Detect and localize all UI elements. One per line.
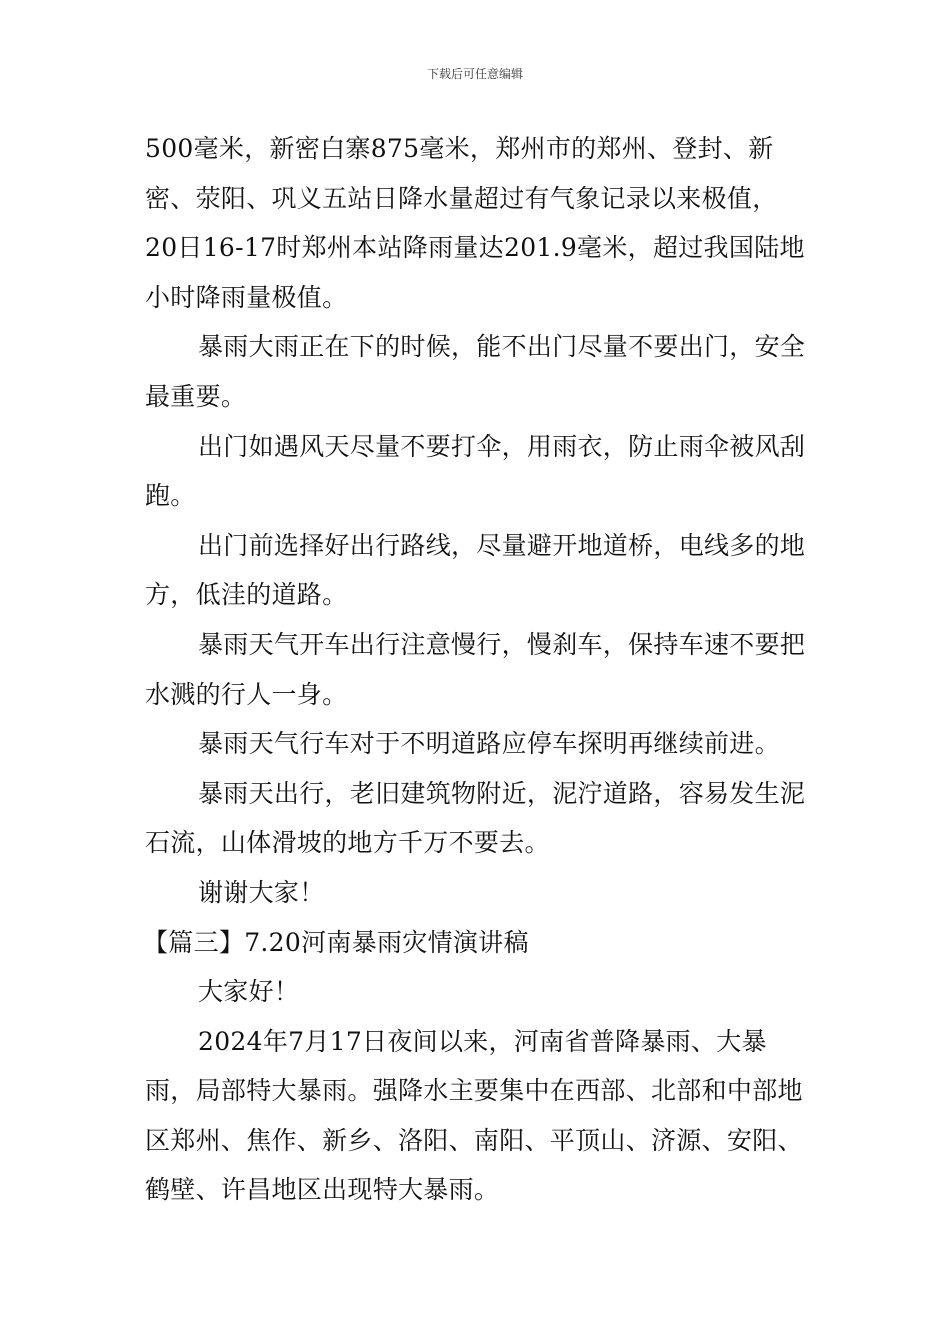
paragraph-3: 出门如遇风天尽量不要打伞，用雨衣，防止雨伞被风刮跑。 — [145, 431, 806, 511]
section-heading: 【篇三】7.20河南暴雨灾情演讲稿 — [143, 927, 529, 957]
paragraph-2: 暴雨大雨正在下的时候，能不出门尽量不要出门，安全最重要。 — [145, 332, 806, 411]
paragraph-7: 暴雨天出行，老旧建筑物附近，泥泞道路，容易发生泥石流，山体滑坡的地方千万不要去。 — [145, 778, 806, 858]
paragraph-1: 500毫米，新密白寨875毫米，郑州市的郑州、登封、新密、荥阳、巩义五站日降水量超过有气象记录以来极值，20日16-17时郑州本站降雨量达201.9毫米，超过我国陆地小时降雨量极值。 — [145, 134, 805, 312]
paragraph-6: 暴雨天气行车对于不明道路应停车探明再继续前进。 — [198, 729, 780, 759]
paragraph-10: 2024年7月17日夜间以来，河南省普降暴雨、大暴雨，局部特大暴雨。强降水主要集中在西部、北部和中部地区郑州、焦作、新乡、洛阳、南阳、平顶山、济源、安阳、鹤壁、许昌地区出现特大暴雨。 — [145, 1026, 803, 1205]
document-body — [145, 124, 807, 1215]
paragraph-4: 出门前选择好出行路线，尽量避开地道桥，电线多的地方，低洼的道路。 — [145, 530, 806, 610]
paragraph-8: 谢谢大家！ — [198, 877, 325, 907]
paragraph-9: 大家好！ — [198, 977, 300, 1007]
header-note: 下载后可任意编辑 — [426, 67, 523, 81]
paragraph-5: 暴雨天气开车出行注意慢行，慢刹车，保持车速不要把水溅的行人一身。 — [145, 629, 806, 709]
